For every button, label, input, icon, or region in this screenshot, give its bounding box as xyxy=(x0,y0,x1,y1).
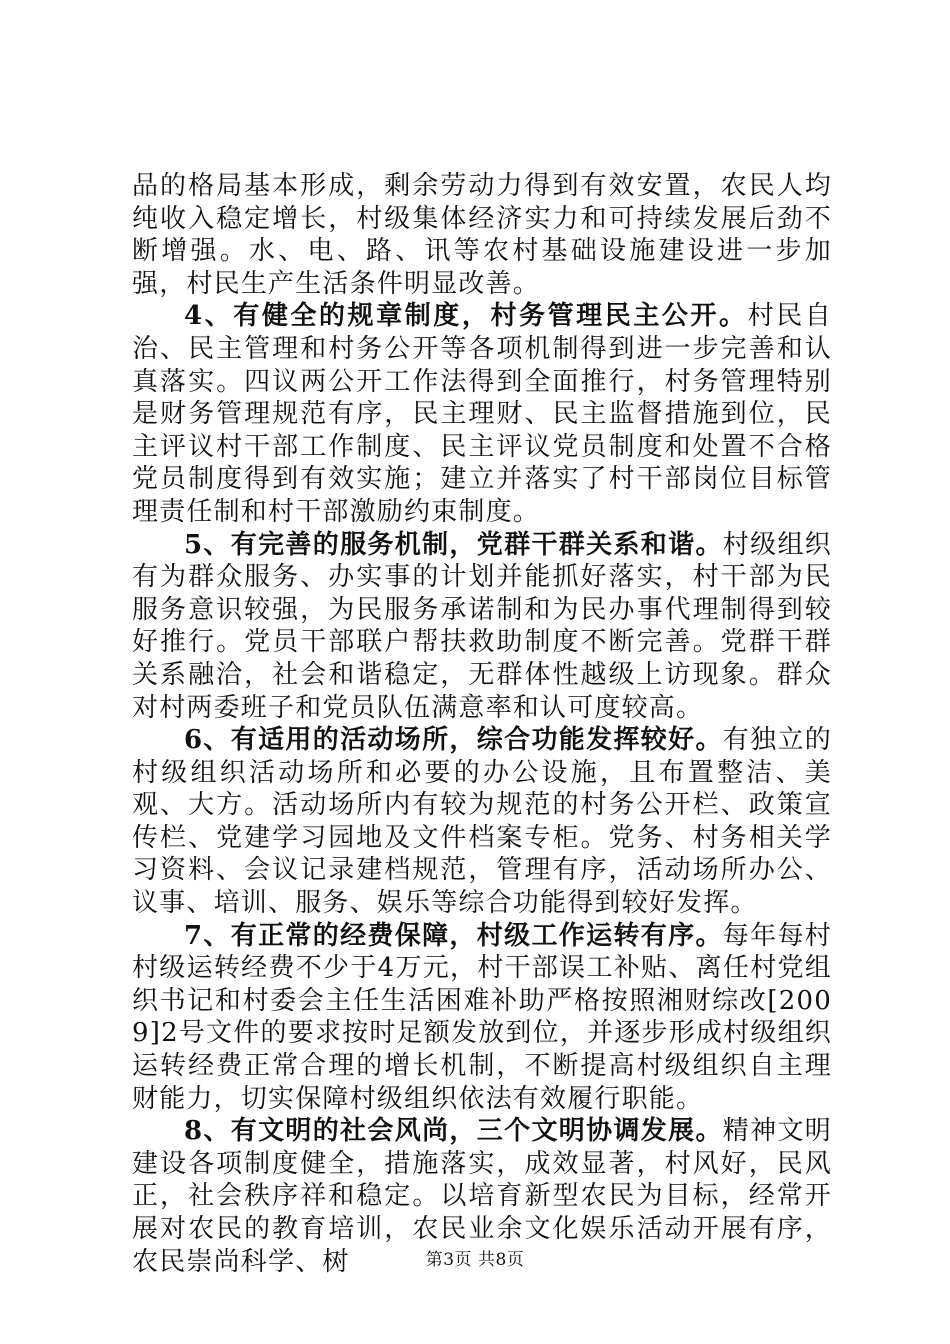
paragraph-text: 每年每村村级运转经费不少于4万元，村干部误工补贴、离任村党组织书记和村委会主任生活困难补助严格按照湘财综改[2009]2号文件的要求按时足额发放到位，并逐步形成村级组织运转经费正常合理的增长机制，不断提高村级组织自主理财能力，切实保障村级组织依法有效履行职能。 xyxy=(132,920,833,1114)
paragraph-item-4 xyxy=(132,300,832,528)
paragraph-text: 村级组织有为群众服务、办实事的计划并能抓好落实，村干部为民服务意识较强，为民服务承诺制和为民办事代理制得到较好推行。党员干部联户帮扶救助制度不断完善。党群干群关系融洽，社会和谐稳定，无群体性越级上访现象。群众对村两委班子和党员队伍满意率和认可度较高。 xyxy=(132,529,833,723)
paragraph-heading: 7、有正常的经费保障，村级工作运转有序。 xyxy=(184,920,723,951)
paragraph-continuation xyxy=(132,170,832,300)
page-footer xyxy=(0,1245,950,1270)
document-body xyxy=(132,170,832,1278)
paragraph-text: 有独立的村级组织活动场所和必要的办公设施，且布置整洁、美观、大方。活动场所内有较为规范的村务公开栏、政策宣传栏、党建学习园地及文件档案专柜。党务、村务相关学习资料、会议记录建档规范，管理有序，活动场所办公、议事、培训、服务、娱乐等综合功能得到较好发挥。 xyxy=(132,725,833,919)
paragraph-heading: 6、有适用的活动场所，综合功能发挥较好。 xyxy=(184,725,723,756)
paragraph-item-5 xyxy=(132,529,832,725)
paragraph-item-6 xyxy=(132,724,832,920)
paragraph-text: 村民自治、民主管理和村务公开等各项机制得到进一步完善和认真落实。四议两公开工作法得到全面推行，村务管理特别是财务管理规范有序，民主理财、民主监督措施到位，民主评议村干部工作制度、民主评议党员制度和处置不合格党员制度得到有效实施；建立并落实了村干部岗位目标管理责任制和村干部激励约束制度。 xyxy=(132,301,832,527)
paragraph-text: 精神文明建设各项制度健全，措施落实，成效显著，村风好，民风正，社会秩序祥和稳定。以培育新型农民为目标，经常开展对农民的教育培训，农民业余文化娱乐活动开展有序，农民崇尚科学、树 xyxy=(132,1116,833,1277)
paragraph-heading: 8、有文明的社会风尚，三个文明协调发展。 xyxy=(184,1116,723,1147)
page-number: 第3页 共8页 xyxy=(425,1250,525,1270)
paragraph-heading: 4、有健全的规章制度，村务管理民主公开。 xyxy=(184,301,748,332)
paragraph-heading: 5、有完善的服务机制，党群干群关系和谐。 xyxy=(184,529,723,560)
paragraph-text: 品的格局基本形成，剩余劳动力得到有效安置，农民人均纯收入稳定增长，村级集体经济实力和可持续发展后劲不断增强。水、电、路、讯等农村基础设施建设进一步加强，村民生产生活条件明显改善。 xyxy=(132,171,832,299)
paragraph-item-7 xyxy=(132,920,832,1116)
